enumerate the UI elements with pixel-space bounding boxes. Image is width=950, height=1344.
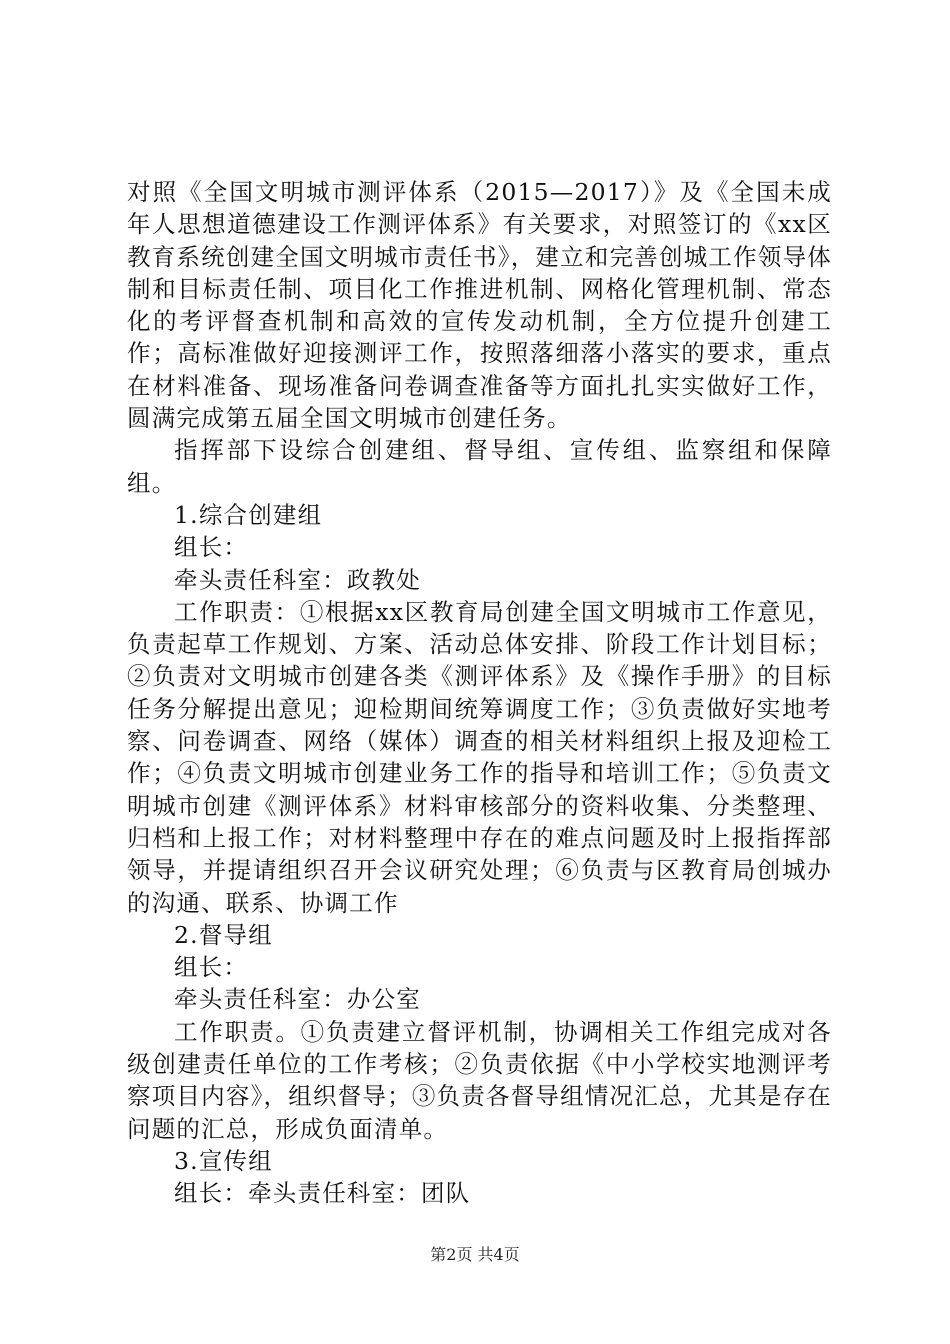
page-footer (0, 1245, 950, 1265)
document-body (127, 176, 832, 1210)
paragraph-duties-comprehensive: 工作职责：①根据xx区教育局创建全国文明城市工作意见，负责起草工作规划、方案、活动总体安排、阶段工作计划目标；②负责对文明城市创建各类《测评体系》及《操作手册》的目标任务分解提出意见；迎检期间统筹调度工作；③负责做好实地考察、问卷调查、网络（媒体）调查的相关材料组织上报及迎检工作；④负责文明城市创建业务工作的指导和培训工作；⑤负责文明城市创建《测评体系》材料审核部分的资料收集、分类整理、归档和上报工作；对材料整理中存在的难点问题及时上报指挥部领导，并提请组织召开会议研究处理；⑥负责与区教育局创城办的沟通、联系、协调工作 (127, 597, 832, 917)
section-heading-supervision-group: 2.督导组 (174, 920, 273, 949)
section-heading-publicity-group: 3.宣传组 (174, 1146, 273, 1175)
paragraph-intro: 对照《全国文明城市测评体系（2015—2017）》及《全国未成年人思想道德建设工作测评体系》有关要求，对照签订的《xx区教育系统创建全国文明城市责任书》，建立和完善创城工作领导体制和目标责任制、项目化工作推进机制、网格化管理机制、常态化的考评督查机制和高效的宣传发动机制，全方位提升创建工作；高标准做好迎接测评工作，按照落细落小落实的要求，重点在材料准备、现场准备问卷调查准备等方面扎扎实实做好工作，圆满完成第五届全国文明城市创建任务。 (127, 178, 832, 433)
page-number: 第2页 共4页 (430, 1245, 520, 1264)
group-leader-line: 组长： (174, 533, 249, 562)
lead-department-line: 牵头责任科室：办公室 (174, 985, 421, 1014)
lead-department-line: 牵头责任科室：政教处 (174, 565, 421, 594)
paragraph-groups-overview: 指挥部下设综合创建组、督导组、宣传组、监察组和保障组。 (127, 436, 832, 497)
paragraph-duties-supervision: 工作职责。①负责建立督评机制，协调相关工作组完成对各级创建责任单位的工作考核；②负责依据《中小学校实地测评考察项目内容》，组织督导；③负责各督导组情况汇总，尤其是存在问题的汇总，形成负面清单。 (127, 1017, 832, 1143)
section-heading-comprehensive-group: 1.综合创建组 (174, 500, 323, 529)
group-leader-line: 组长： (174, 953, 249, 982)
group-leader-line: 组长：牵头责任科室：团队 (174, 1179, 471, 1208)
